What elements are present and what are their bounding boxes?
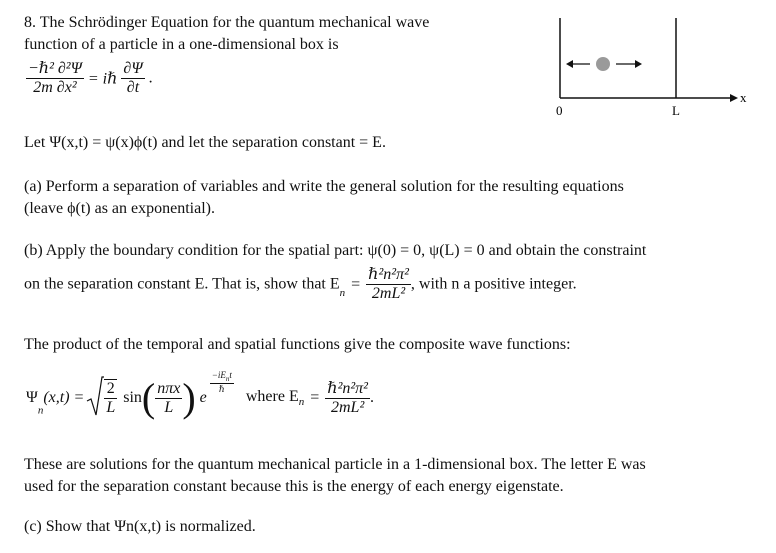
wave-end: . bbox=[369, 389, 374, 406]
where-text: where E bbox=[245, 387, 299, 405]
exp-num bbox=[210, 370, 234, 385]
where-sub: n bbox=[298, 396, 305, 409]
wave-psi-sub: n bbox=[37, 404, 44, 417]
where-energy-num: ℏ²n²π² bbox=[327, 379, 368, 397]
eq1-rhs-den: ∂t bbox=[126, 79, 140, 96]
closing-line2: used for the separation constant because this is the energy of each energy eigenstate. bbox=[24, 478, 564, 495]
sin-arg-fraction bbox=[155, 380, 182, 417]
right-paren: ) bbox=[182, 375, 196, 420]
part-b-line2-post: , with n a positive integer. bbox=[410, 275, 577, 293]
sqrt-den: L bbox=[106, 399, 116, 416]
exp-base: e bbox=[199, 389, 207, 406]
closing-line1: These are solutions for the quantum mechanical particle in a 1-dimensional box. The letter E was bbox=[24, 456, 646, 473]
sin-label: sin bbox=[123, 389, 142, 406]
right-arrowhead bbox=[635, 60, 642, 68]
part-b-line2-pre: on the separation constant E. That is, show that E bbox=[24, 275, 340, 293]
sqrt-fraction bbox=[104, 379, 117, 417]
exp-fraction bbox=[210, 370, 234, 395]
exp-num-sub: n bbox=[225, 374, 230, 383]
part-c: (c) Show that Ψn(x,t) is normalized. bbox=[24, 518, 256, 535]
exp-num-t: t bbox=[229, 369, 232, 380]
part-b-sub: n bbox=[339, 287, 346, 300]
problem-intro-line1: 8. The Schrödinger Equation for the quantum mechanical wave bbox=[24, 14, 430, 31]
wave-function-equation bbox=[26, 369, 374, 430]
problem-intro-line2: function of a particle in a one-dimensional box is bbox=[24, 36, 339, 53]
part-b-line2 bbox=[24, 266, 577, 303]
where-label bbox=[245, 387, 305, 409]
label-x: x bbox=[740, 90, 747, 105]
sqrt-sign bbox=[86, 375, 104, 419]
eq1-lhs-den: 2m ∂x² bbox=[33, 79, 77, 96]
where-energy-den: 2mL² bbox=[331, 398, 365, 416]
left-paren: ( bbox=[141, 375, 156, 420]
exp-den: ℏ bbox=[218, 384, 225, 395]
let-line: Let Ψ(x,t) = ψ(x)ϕ(t) and let the separation constant = E. bbox=[24, 134, 386, 151]
schrodinger-equation bbox=[26, 60, 153, 97]
energy-fraction bbox=[366, 266, 411, 303]
eq1-lhs-fraction bbox=[26, 60, 84, 97]
part-a-line2: (leave ϕ(t) as an exponential). bbox=[24, 200, 215, 217]
eq1-rhs-num: ∂Ψ bbox=[123, 60, 143, 77]
eq1-lhs-num: −ℏ² ∂²Ψ bbox=[28, 60, 82, 77]
energy-num: ℏ²n²π² bbox=[368, 266, 409, 283]
part-a-line1: (a) Perform a separation of variables and write the general solution for the resulting equations bbox=[24, 178, 624, 195]
box-diagram bbox=[540, 18, 760, 122]
where-energy-fraction bbox=[325, 380, 370, 417]
where-eq: = bbox=[310, 389, 320, 406]
wave-psi: Ψ bbox=[26, 389, 38, 406]
part-b-line1: (b) Apply the boundary condition for the spatial part: ψ(0) = 0, ψ(L) = 0 and obtain the constraint bbox=[24, 242, 647, 259]
sqrt-block bbox=[88, 379, 117, 417]
label-zero: 0 bbox=[556, 103, 563, 118]
product-line: The product of the temporal and spatial functions give the composite wave functions: bbox=[24, 336, 571, 353]
left-arrowhead bbox=[566, 60, 573, 68]
label-L: L bbox=[672, 103, 680, 118]
x-axis-arrowhead bbox=[730, 94, 738, 102]
exp-num-text: −iE bbox=[211, 369, 226, 380]
part-b-eq: = bbox=[351, 275, 361, 293]
eq1-end: . bbox=[148, 69, 153, 87]
wave-args: (x,t) = bbox=[43, 389, 85, 406]
eq1-rhs-fraction bbox=[121, 60, 144, 97]
energy-den: 2mL² bbox=[371, 285, 406, 302]
eq1-equals: = iℏ bbox=[87, 70, 118, 88]
sin-arg-den: L bbox=[164, 398, 174, 416]
sin-arg-num: nπx bbox=[157, 379, 181, 397]
sqrt-num: 2 bbox=[104, 380, 117, 399]
particle bbox=[596, 57, 610, 71]
